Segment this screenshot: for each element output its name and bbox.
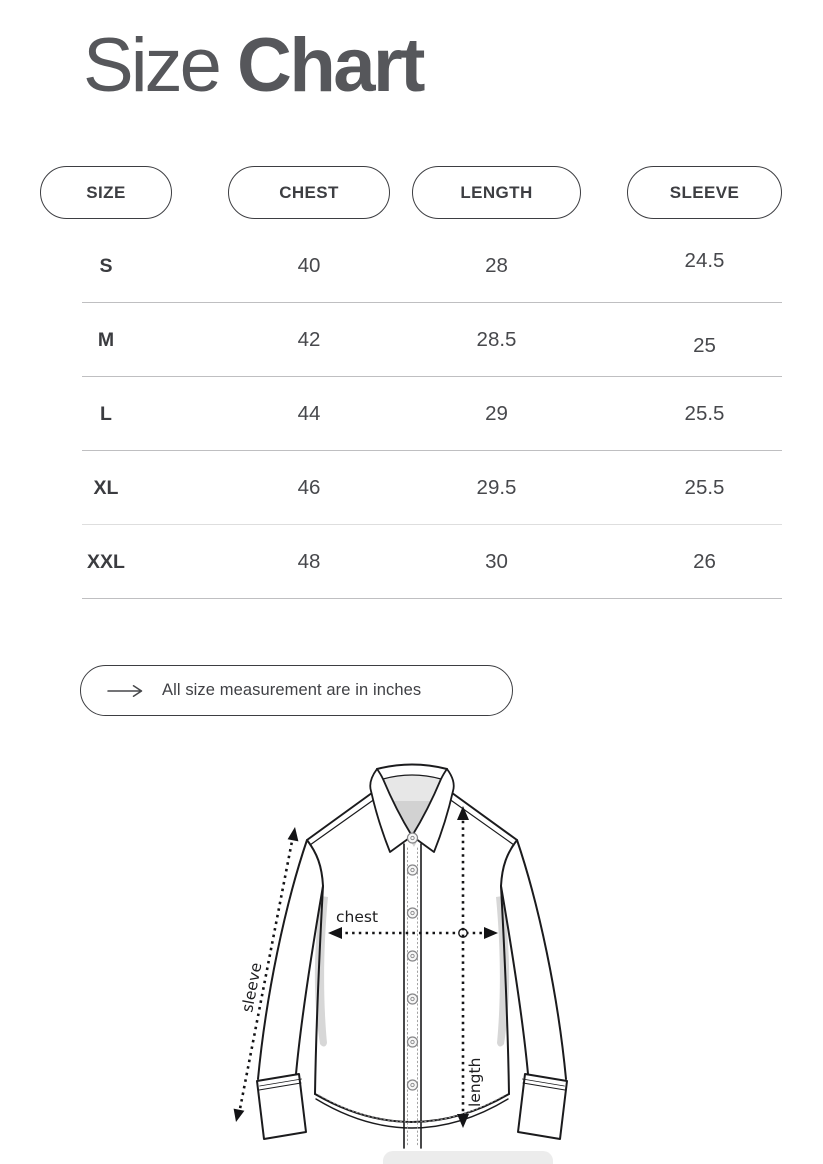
size-table-header [40,166,782,219]
size-cell: S [99,254,113,277]
header-pill-sleeve: SLEEVE [627,166,782,219]
sleeve-cell: 24.5 [684,249,725,272]
size-cell: XXL [87,550,125,573]
length-cell: 30 [485,550,508,573]
table-row-xl [40,451,782,525]
size-table-body [40,229,782,599]
size-cell: M [97,328,115,351]
shirt-shadow [383,1151,553,1164]
chest-cell: 48 [297,550,321,573]
size-cell: L [100,402,112,425]
chest-measure-arrow [328,927,498,939]
header-pill-chest: CHEST [228,166,390,219]
chest-cell: 40 [297,254,321,277]
length-cell: 29 [485,402,508,425]
page-title [83,23,423,108]
table-row-m [40,303,782,377]
length-cell: 28 [485,254,508,277]
sleeve-cell: 25.5 [684,402,725,425]
sleeve-cell: 26 [693,550,716,573]
button-row [408,833,418,1090]
header-pill-length: LENGTH [412,166,581,219]
units-note [80,665,513,716]
size-cell: XL [93,476,119,499]
sleeve-cell: 25 [693,334,716,357]
chest-label: chest [336,908,379,926]
shirt-measurement-diagram [205,756,615,1164]
header-pill-size: SIZE [40,166,172,219]
table-row-l [40,377,782,451]
units-note-text: All size measurement are in inches [162,681,422,699]
sleeve-measure-arrow [234,827,299,1122]
right-arrow-icon [107,684,145,698]
page-title-bold: Chart [236,23,423,108]
page-title-regular: Size [83,23,219,108]
size-table [40,166,782,599]
chest-cell: 46 [297,476,321,499]
chest-cell: 44 [297,402,321,425]
table-row-s [40,229,782,303]
shirt-illustration [205,756,615,1164]
sleeve-cell: 25.5 [684,476,725,499]
length-label: length [466,1057,484,1107]
chest-cell: 42 [297,328,321,351]
table-row-xxl [40,525,782,599]
length-cell: 28.5 [476,328,517,351]
sleeve-label: sleeve [238,961,266,1014]
length-cell: 29.5 [476,476,517,499]
